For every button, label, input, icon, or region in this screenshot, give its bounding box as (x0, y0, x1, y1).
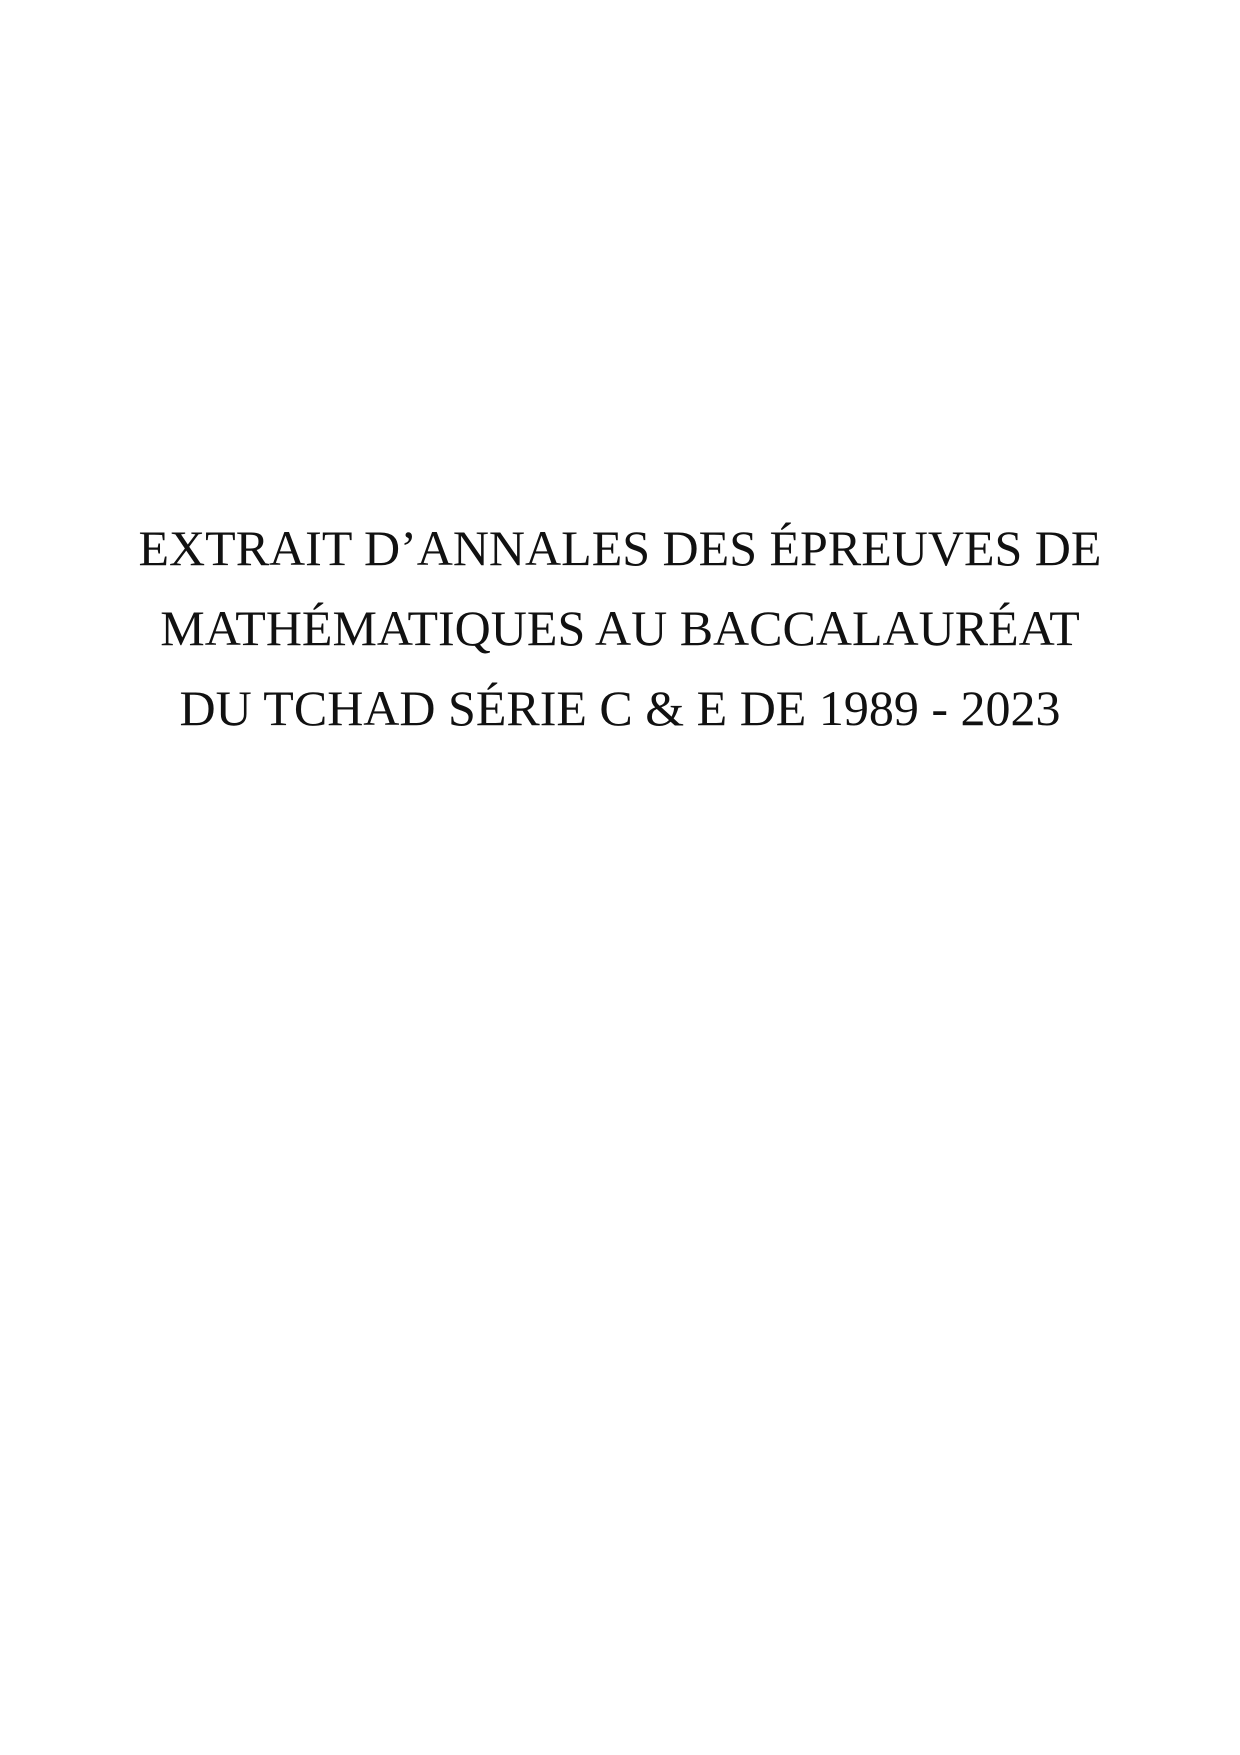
title-line-3: DU TCHAD SÉRIE C & E DE 1989 - 2023 (179, 680, 1061, 736)
document-title (0, 508, 1240, 748)
title-line-1: EXTRAIT D’ANNALES DES ÉPREUVES DE (138, 520, 1102, 576)
title-line-2: MATHÉMATIQUES AU BACCALAURÉAT (160, 600, 1080, 656)
